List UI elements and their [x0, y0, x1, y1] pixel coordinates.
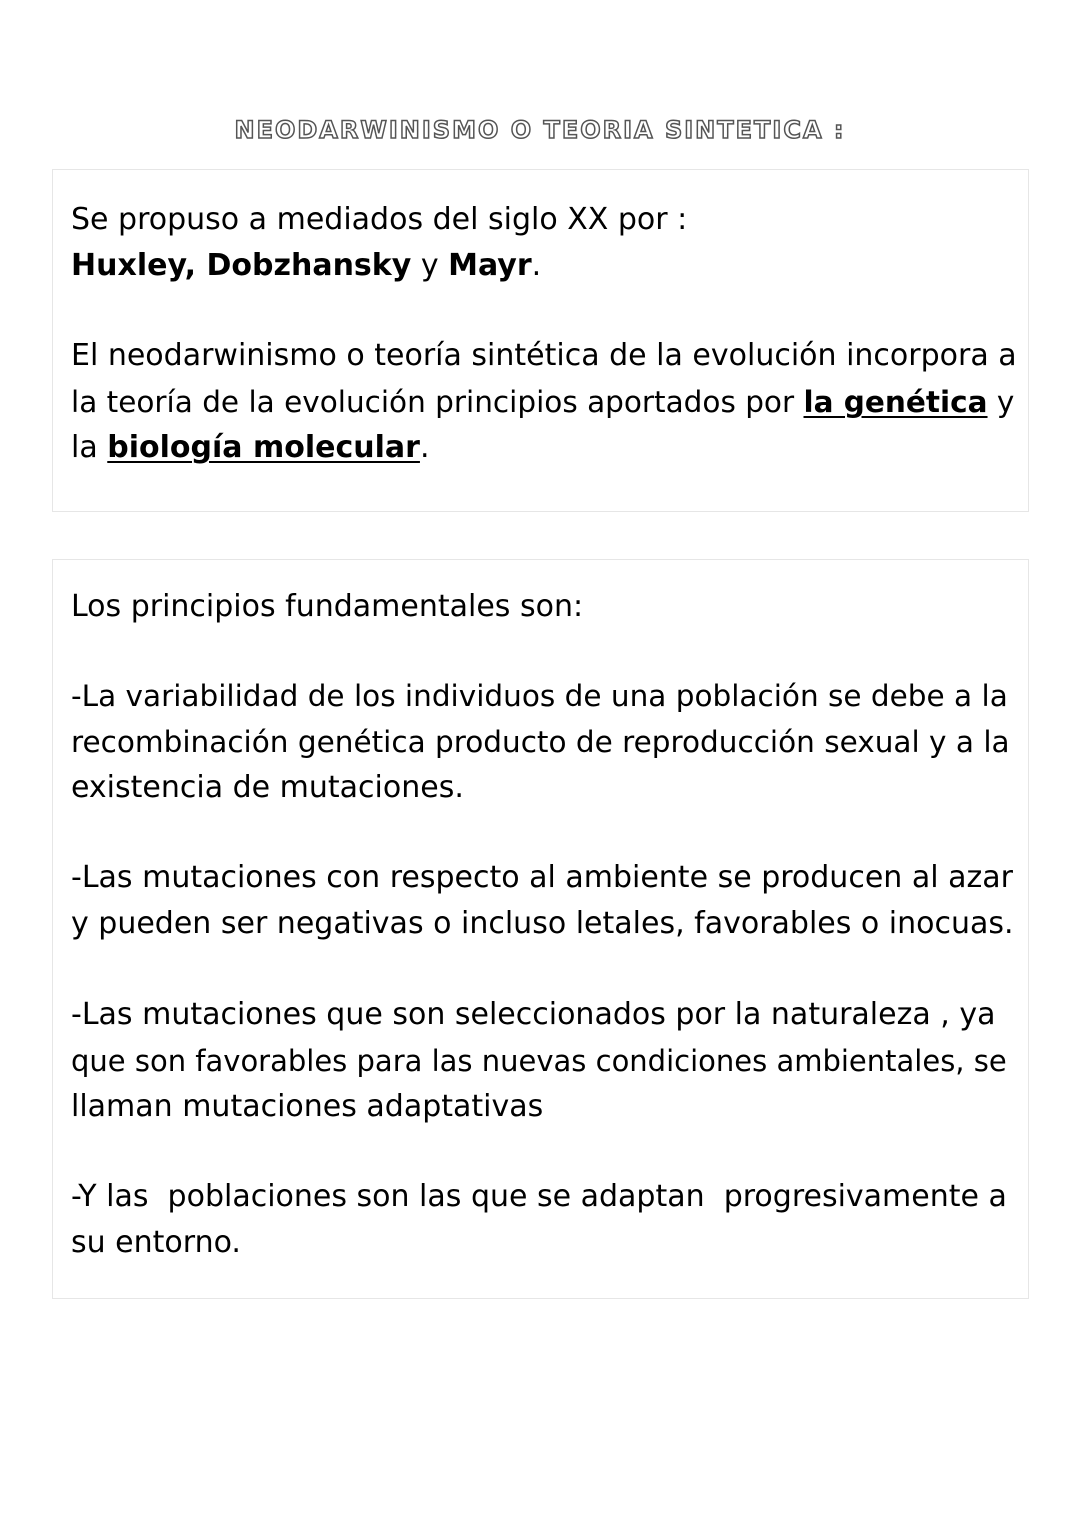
- author-huxley: Huxley: [71, 248, 185, 283]
- principle-3-line: -Las mutaciones que son seleccionados por la naturaleza , ya: [71, 997, 996, 1032]
- author-mayr: Mayr: [448, 248, 532, 283]
- authors-separator: ,: [184, 248, 207, 283]
- intro-paragraph-line-3: [71, 425, 1022, 471]
- intro-paragraph-line-2: [71, 379, 1022, 425]
- intro-box: [52, 169, 1029, 512]
- intro-paragraph-text: .: [419, 430, 430, 465]
- intro-paragraph-text: y: [987, 385, 1015, 419]
- genetica-term: la genética: [803, 385, 988, 419]
- author-dobzhansky: Dobzhansky: [206, 248, 412, 283]
- biologia-molecular-term: biología molecular: [107, 430, 420, 465]
- intro-paragraph-text: la teoría de la evolución principios aportados por: [71, 385, 804, 419]
- principle-1-line: recombinación genética producto de reproducción sexual y a la: [71, 725, 1010, 759]
- principle-2-line: y pueden ser negativas o incluso letales, favorables o inocuas.: [71, 906, 1014, 941]
- principle-3-line: llaman mutaciones adaptativas: [71, 1089, 544, 1124]
- principle-4-line: su entorno.: [71, 1225, 241, 1260]
- principle-1-line: -La variabilidad de los individuos de una población se debe a la: [71, 679, 1008, 713]
- page-title: NEODARWINISMO O TEORIA SINTETICA :: [234, 116, 846, 144]
- principles-box: [52, 559, 1029, 1299]
- intro-paragraph-text: la: [71, 430, 108, 465]
- authors-line: [71, 243, 1022, 289]
- principle-4-line: -Y las poblaciones son las que se adaptan progresivamente a: [71, 1179, 1007, 1214]
- principle-1-line: existencia de mutaciones.: [71, 770, 464, 805]
- authors-conjunction: y: [411, 248, 449, 283]
- principles-heading: Los principios fundamentales son:: [71, 589, 584, 624]
- intro-line: Se propuso a mediados del siglo XX por :: [71, 202, 688, 237]
- principle-2-line: -Las mutaciones con respecto al ambiente se producen al azar: [71, 860, 1013, 895]
- intro-paragraph-line-1: El neodarwinismo o teoría sintética de la evolución incorpora a: [71, 338, 1017, 373]
- principle-3-line: que son favorables para las nuevas condiciones ambientales, se: [71, 1044, 1007, 1078]
- authors-end: .: [531, 248, 542, 283]
